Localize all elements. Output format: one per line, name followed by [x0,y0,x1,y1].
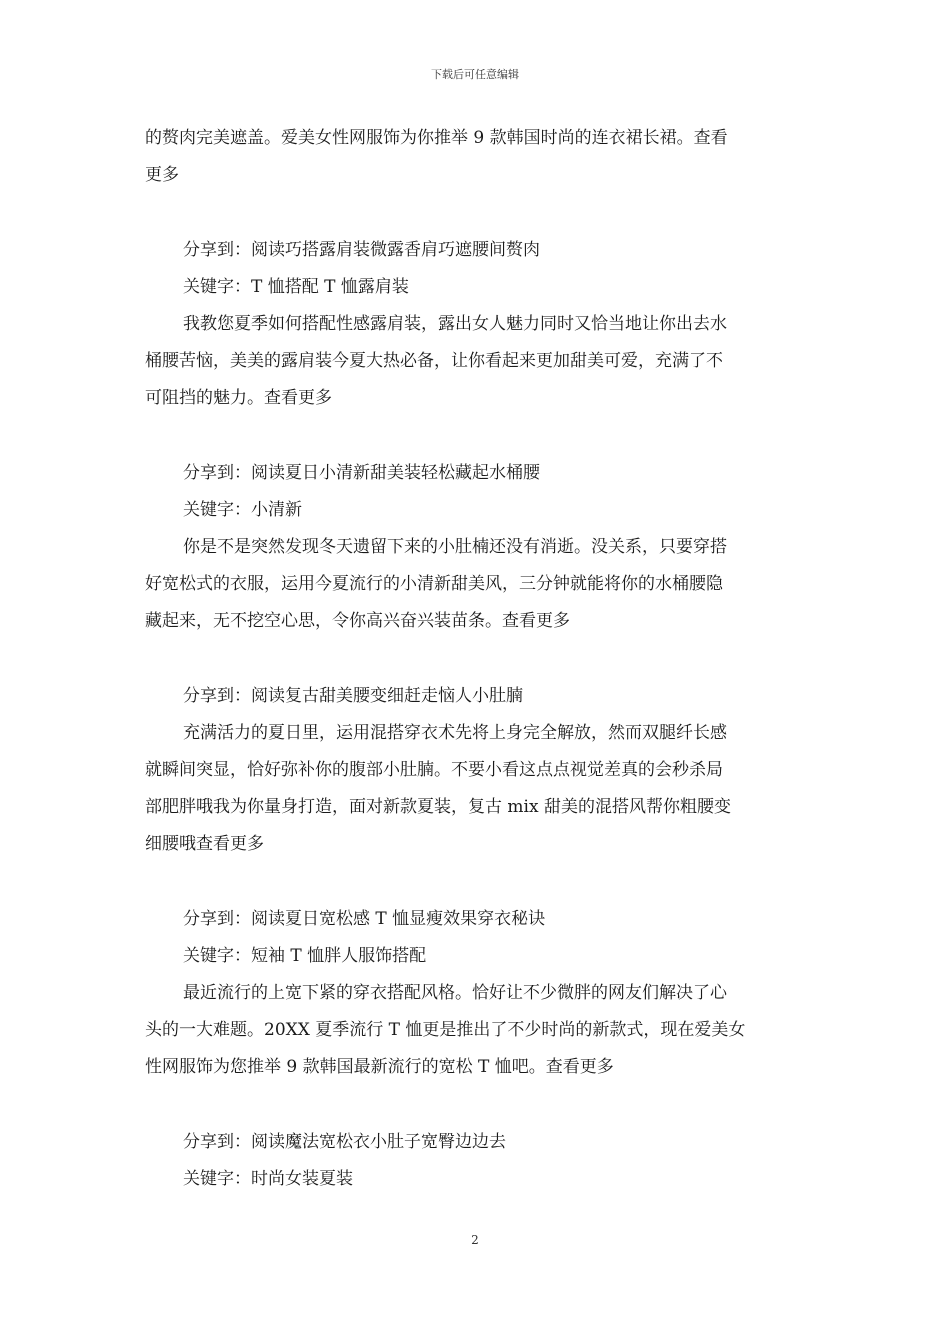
paragraph-line: 最近流行的上宽下紧的穿衣搭配风格。恰好让不少微胖的网友们解决了心 [183,983,727,1003]
share-line: 分享到：阅读魔法宽松衣小肚子宽臀边边去 [183,1132,506,1152]
paragraph-line: 的赘肉完美遮盖。爱美女性网服饰为你推举 9 款韩国时尚的连衣裙长裙。查看 [145,128,728,148]
share-line: 分享到：阅读夏日小清新甜美装轻松藏起水桶腰 [183,463,540,483]
keyword-line: 关键字：短袖 T 恤胖人服饰搭配 [183,946,427,966]
paragraph-line: 我教您夏季如何搭配性感露肩装，露出女人魅力同时又恰当地让你出去水 [183,314,727,334]
share-line: 分享到：阅读巧搭露肩装微露香肩巧遮腰间赘肉 [183,240,540,260]
paragraph-line: 细腰哦查看更多 [145,834,264,854]
keyword-line: 关键字：T 恤搭配 T 恤露肩装 [183,277,409,297]
share-line: 分享到：阅读复古甜美腰变细赶走恼人小肚腩 [183,686,523,706]
paragraph-line: 部肥胖哦我为你量身打造，面对新款夏装，复古 mix 甜美的混搭风帮你粗腰变 [145,797,731,817]
paragraph-line: 桶腰苦恼，美美的露肩装今夏大热必备，让你看起来更加甜美可爱，充满了不 [145,351,723,371]
paragraph-line: 头的一大难题。20XX 夏季流行 T 恤更是推出了不少时尚的新款式，现在爱美女 [145,1020,746,1040]
paragraph-line: 更多 [145,165,179,185]
keyword-line: 关键字：小清新 [183,500,302,520]
page-number: 2 [471,1233,479,1247]
share-line: 分享到：阅读夏日宽松感 T 恤显瘦效果穿衣秘诀 [183,909,546,929]
page-header: 下载后可任意编辑 [431,68,519,81]
paragraph-line: 好宽松式的衣服，运用今夏流行的小清新甜美风，三分钟就能将你的水桶腰隐 [145,574,723,594]
paragraph-line: 就瞬间突显，恰好弥补你的腹部小肚腩。不要小看这点点视觉差真的会秒杀局 [145,760,723,780]
paragraph-line: 你是不是突然发现冬天遗留下来的小肚楠还没有消逝。没关系，只要穿搭 [183,537,727,557]
paragraph-line: 藏起来，无不挖空心思，令你高兴奋兴装苗条。查看更多 [145,611,570,631]
document-body [145,120,807,1198]
keyword-line: 关键字：时尚女装夏装 [183,1169,353,1189]
paragraph-line: 性网服饰为您推举 9 款韩国最新流行的宽松 T 恤吧。查看更多 [145,1057,614,1077]
paragraph-line: 可阻挡的魅力。查看更多 [145,388,332,408]
paragraph-line: 充满活力的夏日里，运用混搭穿衣术先将上身完全解放，然而双腿纤长感 [183,723,727,743]
